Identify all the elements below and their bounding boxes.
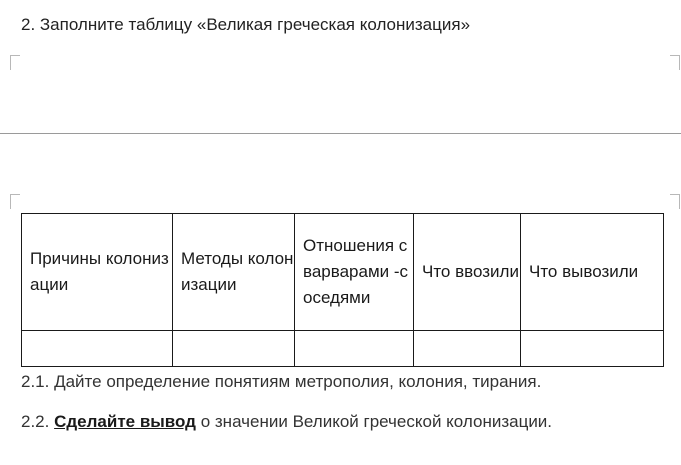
page-corner-mark-top-right: [670, 55, 680, 70]
empty-cell-imports[interactable]: [414, 331, 521, 367]
subtask-conclusion-prefix: 2.2.: [21, 412, 55, 431]
task-title: 2. Заполните таблицу «Великая греческая колонизация»: [21, 15, 471, 34]
header-cell-relations[interactable]: Отношения с варварами -соседями: [295, 214, 414, 331]
page-corner-mark-top-right-2: [670, 194, 680, 209]
empty-cell-reasons[interactable]: [22, 331, 173, 367]
header-cell-imports[interactable]: Что ввозили: [414, 214, 521, 331]
empty-cell-exports[interactable]: [521, 331, 664, 367]
table-empty-row: [22, 331, 664, 367]
subtask-conclusion: [21, 411, 552, 433]
header-cell-methods[interactable]: Методы колонизации: [173, 214, 295, 331]
header-cell-reasons[interactable]: Причины колонизации: [22, 214, 173, 331]
table-header-row: [22, 214, 664, 331]
colonization-table: [21, 213, 664, 367]
empty-cell-relations[interactable]: [295, 331, 414, 367]
page-break-line: [0, 133, 681, 134]
subtask-definitions: 2.1. Дайте определение понятиям метрополия, колония, тирания.: [21, 372, 542, 391]
page-corner-mark-top-left-2: [10, 194, 20, 209]
empty-cell-methods[interactable]: [173, 331, 295, 367]
subtask-conclusion-emphasis: Сделайте вывод: [54, 412, 196, 431]
page-corner-mark-top-left: [10, 55, 20, 70]
header-cell-exports[interactable]: Что вывозили: [521, 214, 664, 331]
subtask-conclusion-suffix: о значении Великой греческой колонизации.: [195, 412, 553, 431]
